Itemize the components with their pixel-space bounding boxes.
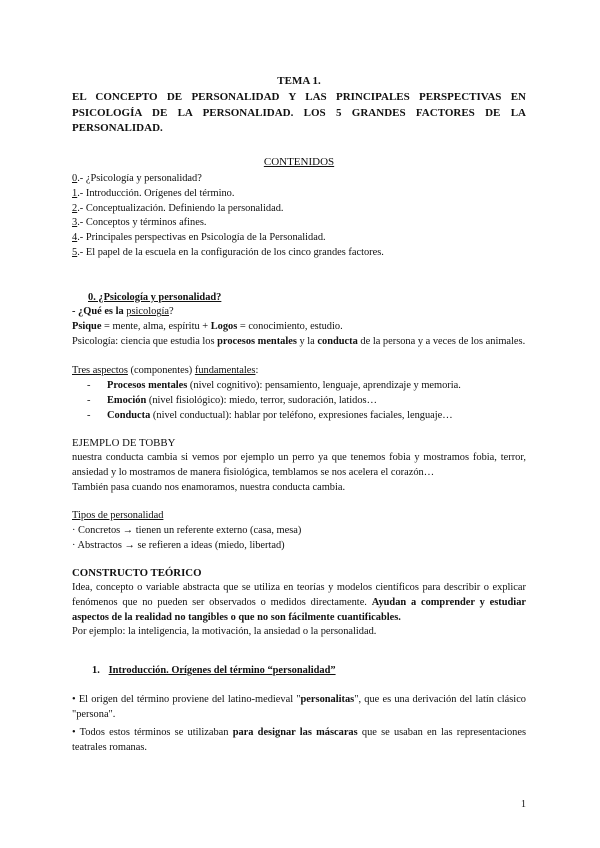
section-1-paragraph-2: • Todos estos términos se utilizaban para designar las máscaras que se usaban en las representaciones teatrales romanas. — [72, 727, 526, 754]
etymology-line: Psique = mente, alma, espíritu + Logos = conocimiento, estudio. — [72, 321, 343, 333]
question-line: - ¿Qué es la psicología? — [72, 306, 174, 318]
toc-item: 0.- ¿Psicología y personalidad? — [72, 173, 202, 185]
section-1-paragraph-1: • El origen del término proviene del latino-medieval "personalitas", que es una derivación del latín clásico "persona". — [72, 693, 527, 720]
toc-item: 2.- Conceptualización. Definiendo la personalidad. — [72, 202, 284, 214]
aspects-list — [72, 379, 526, 423]
aspects-heading: Tres aspectos (componentes) fundamentales: — [72, 364, 259, 376]
section-0-heading: 0. ¿Psicología y personalidad? — [88, 291, 222, 303]
document-title: EL CONCEPTO DE PERSONALIDAD Y LAS PRINCIPALES PERSPECTIVAS EN PSICOLOGÍA DE LA PERSONALIDAD. LOS 5 GRANDES FACTORES DE LA PERSONALIDAD. — [72, 90, 526, 135]
list-item: - Conducta (nivel conductual): hablar por teléfono, expresiones faciales, lenguaje… — [72, 409, 526, 424]
construct-example: Por ejemplo: la inteligencia, la motivación, la ansiedad o la personalidad. — [72, 626, 377, 638]
list-item: · Concretos → tienen un referente externo (casa, mesa) — [72, 525, 302, 537]
contents-block — [72, 155, 526, 171]
construct-text: Idea, concepto o variable abstracta que se utiliza en teorías y modelos científicos para describir o explicar fenómenos que no pueden ser observados o medidos directamente. Ayudan a comprender y estudiar aspectos de la realidad no tangibles o que no son fácilmente cuantificables. — [72, 582, 527, 623]
section-1-heading: 1. Introducción. Orígenes del término “personalidad” — [92, 665, 336, 677]
types-heading: Tipos de personalidad — [72, 510, 164, 522]
toc-item: 3.- Conceptos y términos afines. — [72, 217, 207, 229]
example-text: nuestra conducta cambia si vemos por ejemplo un perro ya que tenemos fobia y mostramos fobia, terror, ansiedad y lo mostramos de manera fisiológica, temblamos se nos acelera el corazón… — [72, 452, 526, 478]
page-number: 1 — [521, 799, 526, 810]
example-text-2: También pasa cuando nos enamoramos, nuestra conducta cambia. — [72, 481, 346, 493]
contents-heading: CONTENIDOS — [263, 156, 335, 169]
toc-item: 5.- El papel de la escuela en la configuración de los cinco grandes factores. — [72, 246, 384, 258]
psychology-definition: Psicología: ciencia que estudia los procesos mentales y la conducta de la persona y a veces de los animales. — [72, 335, 526, 347]
tema-label: TEMA 1. — [277, 75, 321, 87]
example-heading: EJEMPLO DE TOBBY — [72, 436, 176, 449]
list-item: - Emoción (nivel fisiológico): miedo, terror, sudoración, latidos… — [72, 394, 526, 409]
document-page — [72, 74, 526, 756]
toc-item: 1.- Introducción. Orígenes del término. — [72, 187, 235, 199]
table-of-contents — [72, 172, 526, 261]
construct-heading: CONSTRUCTO TEÓRICO — [72, 566, 202, 579]
list-item: · Abstractos → se refieren a ideas (miedo, libertad) — [72, 539, 285, 551]
toc-item: 4.- Principales perspectivas en Psicología de la Personalidad. — [72, 232, 326, 244]
list-item: - Procesos mentales (nivel cognitivo): pensamiento, lenguaje, aprendizaje y memoria. — [72, 379, 526, 394]
